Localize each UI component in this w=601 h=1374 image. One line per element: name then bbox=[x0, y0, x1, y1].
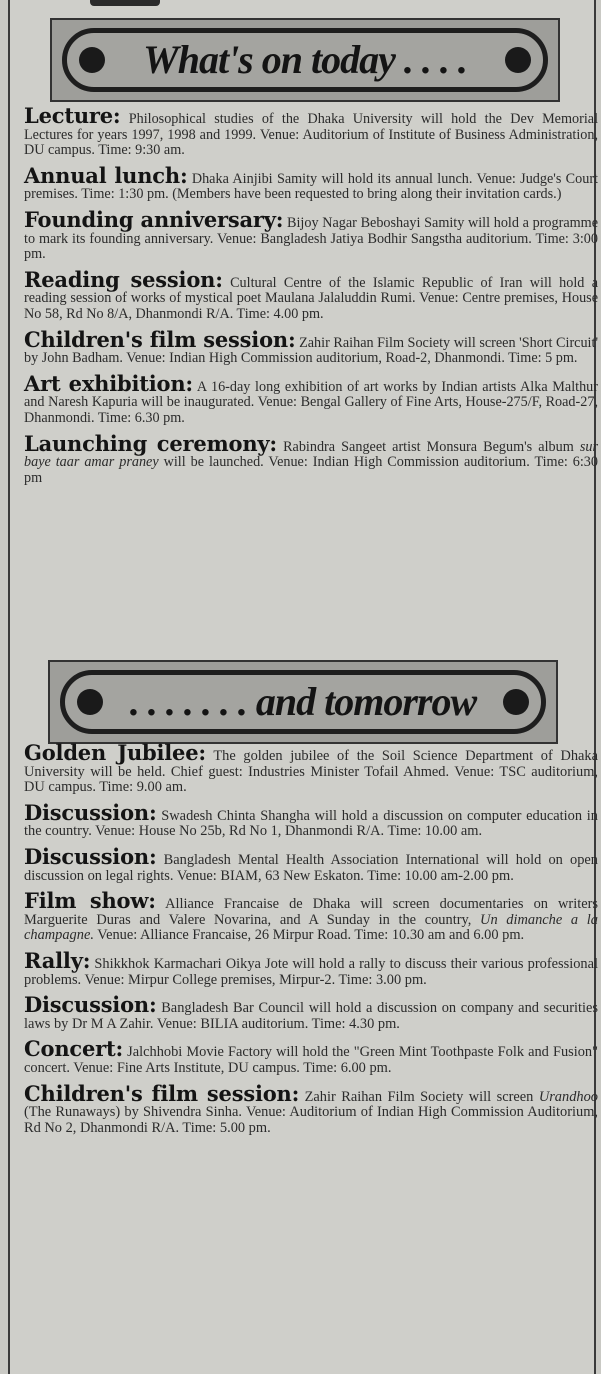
event-details: A 16-day long exhibition of art works by Indian artists Alka Malthur and Naresh Kapuria will be inaugurated. Venue: Bengal Gallery of Fine Arts, House-275/F, Road-27, Dhanmondi. Time: 6.30 pm. bbox=[24, 378, 598, 426]
event-name: Launching ceremony: bbox=[24, 430, 277, 456]
event-details: Bijoy Nagar Beboshayi Samity will hold a programme to mark its founding anniversary. Venue: Bangladesh Jatiya Bodhir Sangstha auditorium. Time: 3:00 pm. bbox=[24, 214, 598, 263]
today-banner bbox=[50, 18, 560, 102]
event-details: Alliance Francaise de Dhaka will screen documentaries on writers Marguerite Duras and Valere Novarina, and A Sunday in the country, bbox=[24, 896, 598, 928]
event-details: Bangladesh Bar Council will hold a discussion on company and securities laws by Dr M A Zahir. Venue: BILIA auditorium. Time: 4.30 pm. bbox=[24, 1000, 598, 1032]
film-title: Un dimanche a la champagne. bbox=[24, 911, 598, 944]
bullet-dot-icon bbox=[503, 689, 529, 715]
event-details: Dhaka Ainjibi Samity will hold its annual lunch. Venue: Judge's Court premises. Time: 1:30 pm. (Members have been requested to bring along their invitation cards.) bbox=[24, 170, 598, 203]
page-column bbox=[8, 0, 599, 1374]
event-name: Lecture: bbox=[24, 103, 121, 128]
listing-entry bbox=[24, 1036, 599, 1076]
today-listing bbox=[24, 103, 599, 495]
listing-entry bbox=[24, 266, 599, 323]
event-name: Children's film session: bbox=[24, 326, 296, 352]
album-title: sur baye taar amar praney bbox=[24, 438, 598, 471]
listing-entry bbox=[24, 370, 598, 427]
tomorrow-banner-frame bbox=[60, 670, 546, 734]
tomorrow-listing bbox=[24, 740, 599, 1145]
bullet-dot-icon bbox=[79, 47, 105, 73]
listing-entry bbox=[24, 799, 598, 840]
event-name: Concert: bbox=[24, 1036, 124, 1062]
tomorrow-banner-title: . . . . . . . and tomorrow bbox=[129, 679, 477, 724]
event-details: Cultural Centre of the Islamic Republic of Iran will hold a reading session of works of mystical poet Maulana Jalaluddin Rumi. Venue: Centre premises, House No 58, Rd No 8/A, Dhanmondi R/A. Time: 4.00 pm. bbox=[24, 274, 599, 322]
event-details: Zahir Raihan Film Society will screen bbox=[304, 1088, 534, 1105]
listing-entry bbox=[24, 888, 598, 944]
event-name: Annual lunch: bbox=[24, 162, 188, 188]
event-name: Discussion: bbox=[24, 843, 157, 869]
listing-entry bbox=[24, 430, 598, 487]
bullet-dot-icon bbox=[505, 47, 531, 73]
event-name: Founding anniversary: bbox=[24, 206, 284, 232]
listing-entry bbox=[24, 162, 598, 203]
event-details: Swadesh Chinta Shangha will hold a discussion on computer education in the country. Venue: House No 25b, Rd No 1, Dhanmondi R/A. Time: 10.00 am. bbox=[24, 807, 598, 840]
event-name: Film show: bbox=[24, 888, 156, 914]
listing-entry bbox=[24, 1080, 598, 1137]
event-name: Reading session: bbox=[24, 266, 223, 292]
event-details: Jalchhobi Movie Factory will hold the "Green Mint Toothpaste Folk and Fusion" concert. Venue: Fine Arts Institute, DU campus. Time: 6.00 pm. bbox=[24, 1044, 599, 1076]
event-name: Golden Jubilee: bbox=[24, 740, 206, 765]
event-details: Bangladesh Mental Health Association International will hold on open discussion on legal rights. Venue: BIAM, 63 New Eskaton. Time: 10.00 am-2.00 pm. bbox=[24, 851, 598, 884]
event-name: Art exhibition: bbox=[24, 370, 193, 396]
listing-entry bbox=[24, 103, 599, 159]
today-banner-title: What's on today . . . . bbox=[143, 37, 467, 82]
event-name: Discussion: bbox=[24, 799, 157, 825]
event-name: Children's film session: bbox=[24, 1080, 300, 1106]
event-details: The golden jubilee of the Soil Science Department of Dhaka University will be held. Chief guest: Industries Minister Tofail Ahmed. Venue: TSC auditorium, DU campus. Time: 9.00 am. bbox=[24, 748, 599, 796]
event-details: (The Runaways) by Shivendra Sinha. Venue: Auditorium of Indian High Commission Auditorium, Rd No 2, Dhanmondi R/A. Time: 5.00 pm. bbox=[24, 1104, 598, 1136]
event-details: Zahir Raihan Film Society will screen 'Short Circuit' by John Badham. Venue: Indian High Commission auditorium, Road-2, Dhanmondi. Time: 5 pm. bbox=[24, 334, 598, 367]
listing-entry bbox=[24, 740, 599, 796]
listing-entry bbox=[24, 206, 598, 263]
film-title: Urandhoo bbox=[538, 1088, 598, 1105]
listing-entry bbox=[24, 947, 598, 988]
event-details: will be launched. Venue: Indian High Commission auditorium. Time: 6:30 pm bbox=[24, 454, 598, 486]
listing-entry bbox=[24, 843, 598, 884]
event-name: Discussion: bbox=[24, 992, 157, 1018]
today-banner-frame bbox=[62, 28, 548, 92]
event-details: Venue: Alliance Francaise, 26 Mirpur Road. Time: 10.30 am and 6.00 pm. bbox=[97, 927, 525, 944]
listing-entry bbox=[24, 992, 598, 1032]
event-details: Rabindra Sangeet artist Monsura Begum's album bbox=[283, 438, 574, 455]
event-name: Rally: bbox=[24, 947, 91, 973]
previous-headline-fragment bbox=[10, 0, 210, 6]
event-details: Philosophical studies of the Dhaka University will hold the Dev Memorial Lectures for years 1997, 1998 and 1999. Venue: Auditorium of Institute of Business Administration, DU campus. Time: 9:30 am. bbox=[24, 111, 599, 159]
tomorrow-banner bbox=[48, 660, 558, 744]
listing-entry bbox=[24, 326, 598, 367]
event-details: Shikkhok Karmachari Oikya Jote will hold a rally to discuss their various professional problems. Venue: Mirpur College premises, Mirpur-2. Time: 3.00 pm. bbox=[24, 955, 598, 988]
bullet-dot-icon bbox=[77, 689, 103, 715]
